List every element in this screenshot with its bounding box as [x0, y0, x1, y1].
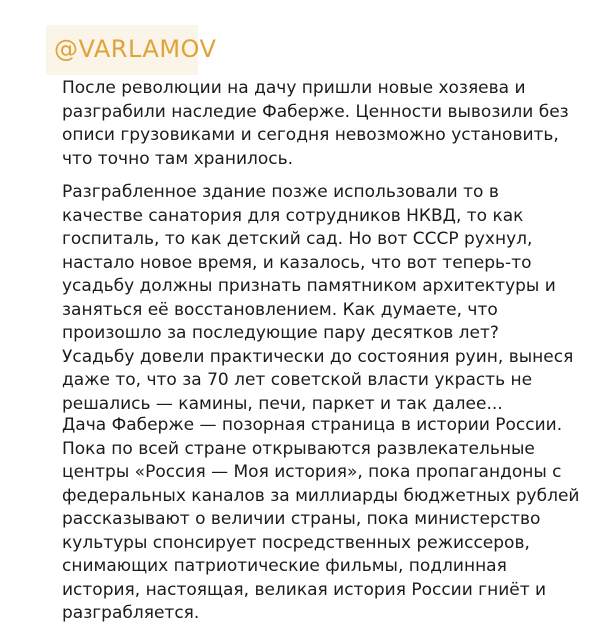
text-line: качестве санатория для сотрудников НКВД, то как [62, 205, 524, 226]
text-line: разграбили наследие Фаберже. Ценности вывозили без [62, 101, 569, 122]
text-line: федеральных каналов за миллиарды бюджетных рублей [62, 485, 580, 506]
text-line: После революции на дачу пришли новые хозяева и [62, 78, 526, 98]
text-line: Пока по всей стране открываются развлекательные [62, 438, 535, 459]
text-line: решались — камины, печи, паркет и так далее... [62, 393, 503, 414]
text-line: даже то, что за 70 лет советской власти украсть не [62, 370, 533, 390]
text-line: настало новое время, и казалось, что вот теперь-то [62, 252, 532, 273]
text-line: заняться её восстановлением. Как думаете, что [62, 299, 498, 320]
text-line: Дача Фаберже — позорная страница в истории России. [62, 415, 563, 435]
text-line: рассказывают о величии страны, пока министерство [62, 509, 541, 529]
text-line: культуры спонсирует посредственных режиссеров, [62, 532, 530, 553]
text-line: госпиталь, то как детский сад. Но вот СССР рухнул, [62, 229, 533, 249]
text-line: история, настоящая, великая история России гниёт и [62, 579, 547, 600]
paragraph-2 [62, 181, 602, 416]
paragraph-3 [62, 414, 602, 626]
text-line: снимающих патриотические фильмы, подлинная [62, 556, 507, 576]
text-line: Усадьбу довели практически до состояния руин, вынеся [62, 346, 574, 367]
text-line: Разграбленное здание позже использовали то в [62, 182, 499, 202]
text-line: разграбляется. [62, 603, 200, 623]
text-line: произошло за последующие пару десятков лет? [62, 323, 499, 343]
logo-badge [46, 25, 217, 75]
text-line: что точно там хранилось. [62, 148, 294, 169]
text-line: центры «Россия — Моя история», пока пропагандоны с [62, 462, 562, 482]
paragraph-1 [62, 77, 602, 171]
author-logo: @VARLAMOV [54, 35, 217, 63]
text-line: усадьбу должны признать памятником архитектуры и [62, 276, 556, 296]
text-line: описи грузовиками и сегодня невозможно установить, [62, 125, 559, 145]
